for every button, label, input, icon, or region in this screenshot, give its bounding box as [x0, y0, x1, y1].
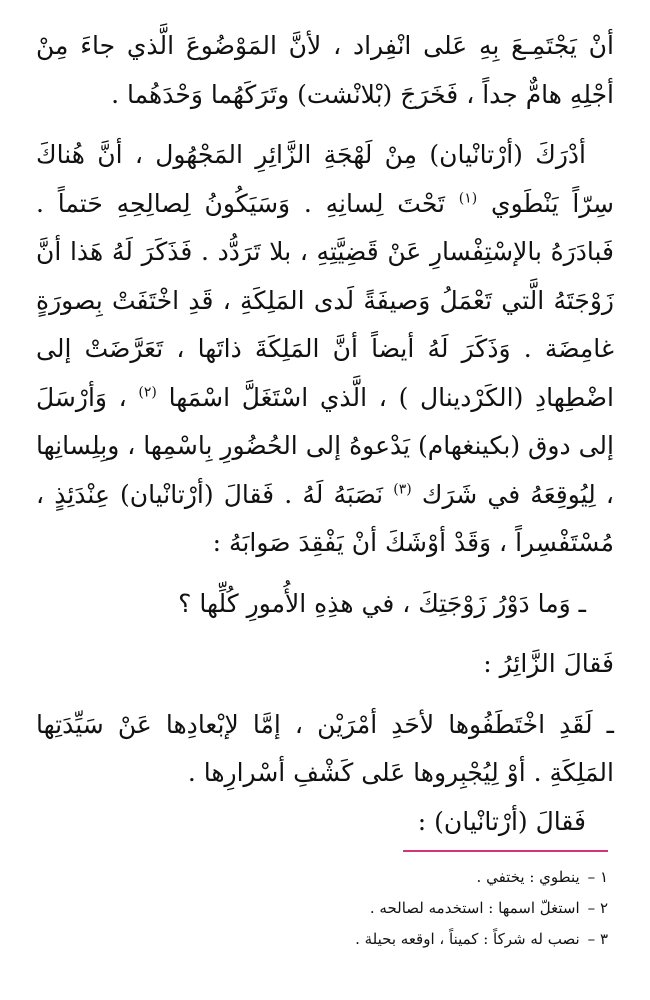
visitor-said: فَقالَ الزَّائِرُ :	[483, 649, 614, 678]
artagnan-said: فَقالَ (أرْتانْيان) :	[417, 806, 586, 836]
paragraph-1: أنْ يَجْتَمِـعَ بِهِ عَلى انْفِراد ، لأنَّ المَوْضُوعَ الَّذي جاءَ مِنْ أجْلِهِ هامٌّ جداً ، فَخَرَجَ (بْلانْشت) وتَرَكَهُما وَحْدَهُما .	[36, 31, 614, 109]
paragraph-2-part-b: تَحْتَ لِسانِهِ . وَسَيَكُونُ لِصالِحِهِ حَتماً . فَبادَرَهُ بالإسْتِفْسارِ عَنْ قَضِيَّتِهِ ، بلا تَرَدُّد . فَذَكَرَ لَهُ هَذا أنَّ زَوْجَتَهُ الَّتي تَعْمَلُ وَصيفَةً لَدى المَلِكَةِ ، قَدِ اخْتَفَتْ بِصورَةٍ غامِضَة . وَذَكَرَ لَهُ أيضاً أنَّ المَلِكَةَ ذاتَها ، تَعَرَّضَتْ إلى اضْطِهادِ (الكَرْدينال ) ، الَّذي اسْتَغَلَّ اسْمَها	[36, 188, 614, 412]
footnote-number: ٢ –	[587, 899, 608, 917]
footnote-1	[36, 862, 608, 893]
paragraph-2	[36, 131, 614, 568]
dialogue-question: ـ وَما دَوْرُ زَوْجَتِكَ ، في هذِهِ الأُمورِ كُلِّها ؟	[178, 588, 586, 618]
footnote-text: نصب له شركاً : كميناً ، اوقعه بحيلة .	[355, 930, 580, 948]
paragraph-2-part-a: أدْرَكَ (أرْتانْيان) مِنْ لَهْجَةِ الزَّائِرِ المَجْهُول ، أنَّ هُناكَ سِرّاً يَنْطَوي	[36, 140, 614, 218]
paragraph-2-part-c: ، وَأرْسَلَ إلى دوق (بكينغهام) يَدْعوهُ إلى الحُضُورِ بِاسْمِها ، وبِلِسانِها ، لِيُوقِعَهُ في شَرَك	[36, 382, 614, 509]
footnote-divider	[403, 850, 608, 852]
footnote-text: استغلّ اسمها : استخدمه لصالحه .	[369, 899, 580, 917]
footnote-number: ٣ –	[587, 930, 608, 948]
footnote-marker-3: (٣)	[393, 481, 412, 498]
paragraph-2-part-d: نَصَبَهُ لَهُ . فَقالَ (أرْتانْيان) عِنْدَئِذٍ ، مُسْتَفْسِراً ، وَقَدْ أوْشَكَ أنْ يَفْقِدَ صَوابَهُ :	[36, 479, 614, 557]
footnotes	[36, 862, 608, 955]
footnote-number: ١ –	[587, 868, 608, 886]
footnote-3	[36, 924, 608, 955]
footnote-text: ينطوي : يختفي .	[476, 868, 580, 886]
footnote-marker-1: (١)	[458, 190, 478, 207]
footnote-marker-2: (٢)	[138, 384, 157, 401]
dialogue-answer: ـ لَقَدِ اخْتَطَفُوها لأحَدِ أمْرَيْن ، إمَّا لإبْعادِها عَنْ سَيِّدَتِها المَلِكَةِ . أوْ لِيُجْبِروها عَلى كَشْفِ أسْرارِها .	[36, 709, 614, 787]
footnote-2	[36, 893, 608, 924]
main-text	[36, 22, 614, 846]
